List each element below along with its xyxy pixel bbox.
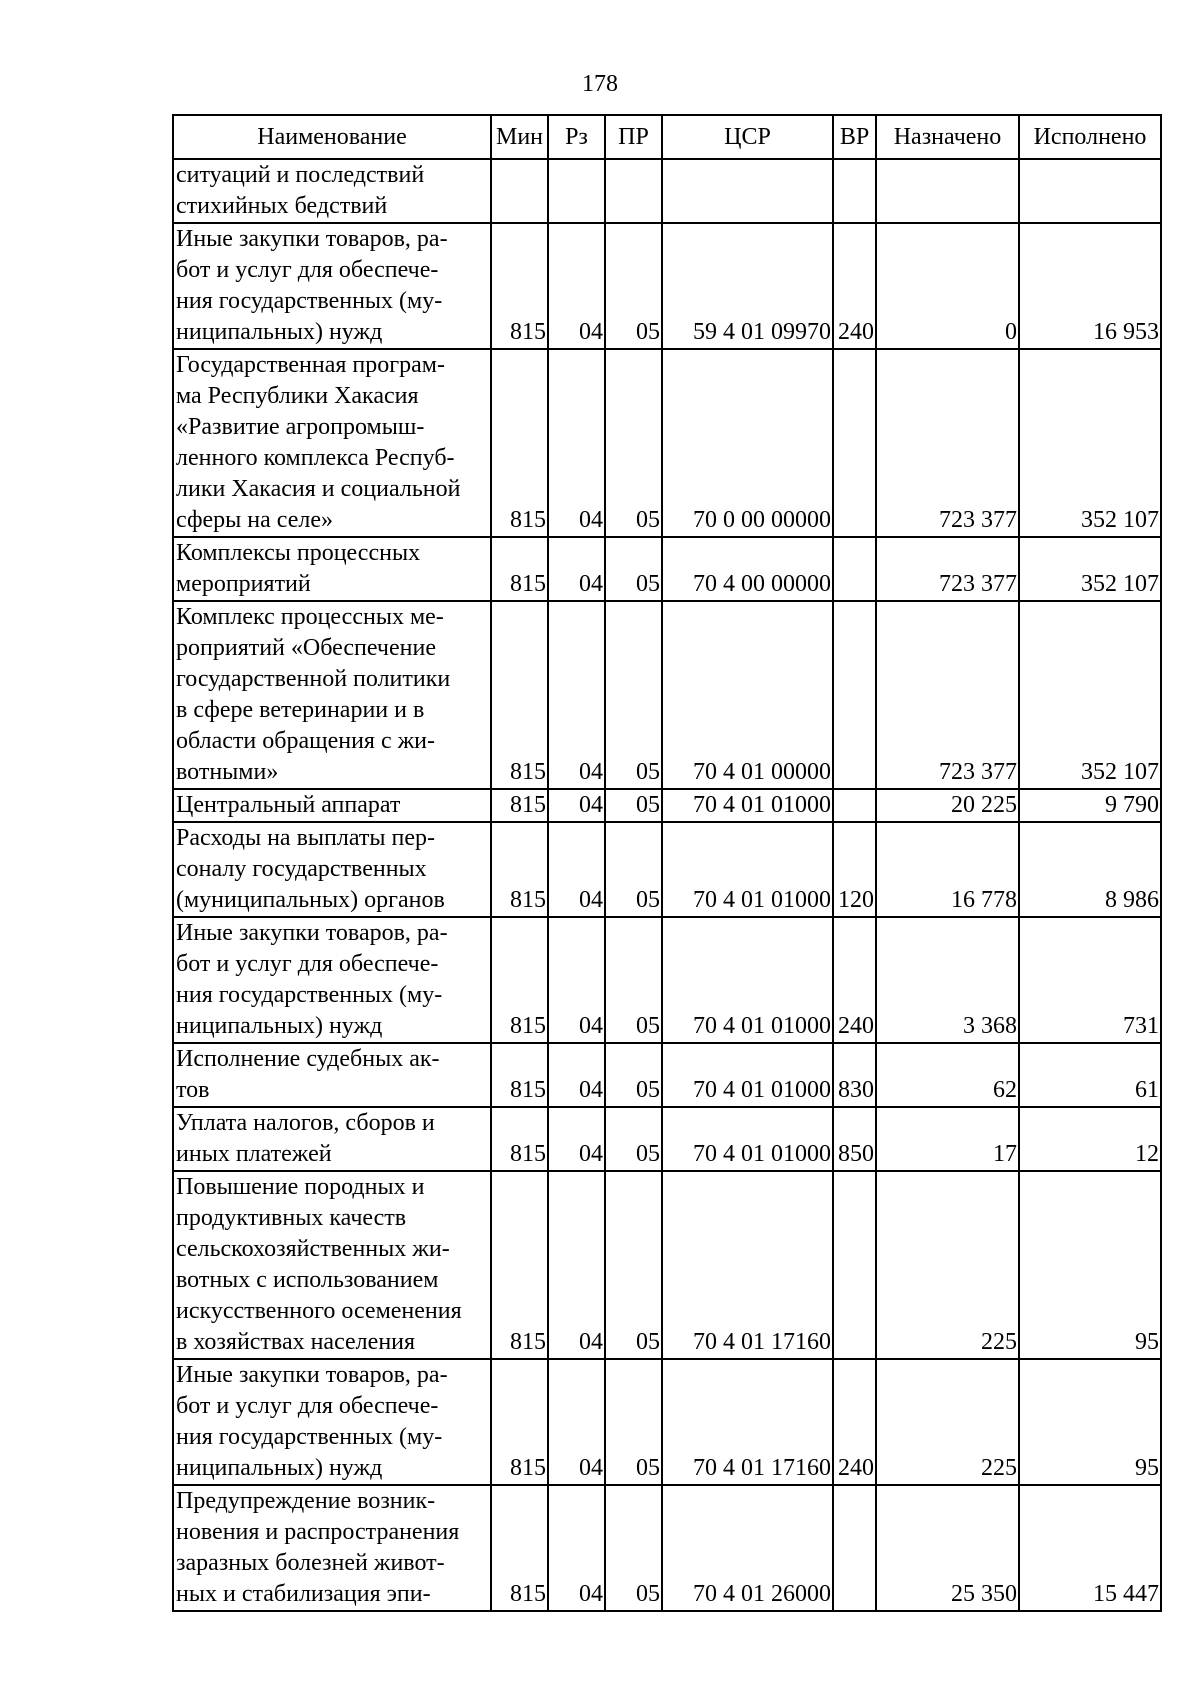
name-line: тов xyxy=(176,1077,210,1103)
cell-assigned: 723 377 xyxy=(876,349,1019,537)
cell-pr: 05 xyxy=(605,223,662,349)
cell-assigned: 17 xyxy=(876,1107,1019,1171)
page-number: 178 xyxy=(582,71,618,97)
cell-executed: 352 107 xyxy=(1019,537,1161,601)
name-line: сельскохозяйственных жи- xyxy=(176,1236,450,1262)
table-row xyxy=(173,822,1161,917)
name-line: Иные закупки товаров, ра- xyxy=(176,920,448,946)
cell-assigned: 62 xyxy=(876,1043,1019,1107)
cell-min: 815 xyxy=(491,1107,548,1171)
name-line: в сфере ветеринарии и в xyxy=(176,697,425,723)
cell-assigned: 225 xyxy=(876,1359,1019,1485)
cell-vr: 830 xyxy=(833,1043,876,1107)
cell-executed: 95 xyxy=(1019,1359,1161,1485)
name-line: ния государственных (му- xyxy=(176,1424,443,1450)
cell-min: 815 xyxy=(491,1043,548,1107)
table-row xyxy=(173,159,1161,223)
cell-name xyxy=(173,822,491,917)
header-min: Мин xyxy=(491,115,548,159)
cell-vr: 240 xyxy=(833,223,876,349)
name-line: стихийных бедствий xyxy=(176,193,388,219)
cell-executed: 61 xyxy=(1019,1043,1161,1107)
name-line: роприятий «Обеспечение xyxy=(176,635,436,661)
cell-csr: 70 0 00 00000 xyxy=(662,349,833,537)
cell-assigned: 723 377 xyxy=(876,601,1019,789)
name-line: Повышение породных и xyxy=(176,1174,425,1200)
cell-name xyxy=(173,349,491,537)
table-row xyxy=(173,917,1161,1043)
name-line: Расходы на выплаты пер- xyxy=(176,825,435,851)
cell-executed: 16 953 xyxy=(1019,223,1161,349)
name-line: ниципальных) нужд xyxy=(176,319,383,345)
name-line: вотными» xyxy=(176,759,279,785)
header-assigned: Назначено xyxy=(876,115,1019,159)
cell-pr: 05 xyxy=(605,1359,662,1485)
cell-assigned xyxy=(876,159,1019,223)
cell-pr: 05 xyxy=(605,1107,662,1171)
cell-rz: 04 xyxy=(548,223,605,349)
cell-pr: 05 xyxy=(605,601,662,789)
table-body xyxy=(173,159,1161,1611)
cell-name xyxy=(173,1485,491,1611)
cell-name xyxy=(173,1043,491,1107)
cell-csr: 59 4 01 09970 xyxy=(662,223,833,349)
cell-name xyxy=(173,1171,491,1359)
name-line: бот и услуг для обеспече- xyxy=(176,1393,439,1419)
cell-csr: 70 4 01 17160 xyxy=(662,1359,833,1485)
name-line: вотных с использованием xyxy=(176,1267,439,1293)
table-row xyxy=(173,1359,1161,1485)
name-line: новения и распространения xyxy=(176,1519,460,1545)
name-line: сферы на селе» xyxy=(176,507,333,533)
name-line: государственной политики xyxy=(176,666,451,692)
cell-csr: 70 4 01 01000 xyxy=(662,789,833,822)
cell-name xyxy=(173,537,491,601)
name-line: «Развитие агропромыш- xyxy=(176,414,425,440)
name-line: ных и стабилизация эпи- xyxy=(176,1581,431,1607)
name-line: Комплекс процессных ме- xyxy=(176,604,444,630)
name-line: Уплата налогов, сборов и xyxy=(176,1110,435,1136)
cell-rz: 04 xyxy=(548,1043,605,1107)
name-line: Центральный аппарат xyxy=(176,792,401,818)
name-line: продуктивных качеств xyxy=(176,1205,407,1231)
cell-vr xyxy=(833,1485,876,1611)
name-line: (муниципальных) органов xyxy=(176,887,445,913)
cell-min: 815 xyxy=(491,822,548,917)
cell-pr: 05 xyxy=(605,789,662,822)
cell-rz: 04 xyxy=(548,1359,605,1485)
name-line: в хозяйствах населения xyxy=(176,1329,416,1355)
name-line: ситуаций и последствий xyxy=(176,162,425,188)
cell-min: 815 xyxy=(491,917,548,1043)
table-row xyxy=(173,223,1161,349)
table-row xyxy=(173,1107,1161,1171)
cell-vr: 120 xyxy=(833,822,876,917)
cell-assigned: 225 xyxy=(876,1171,1019,1359)
name-line: ния государственных (му- xyxy=(176,288,443,314)
table-header xyxy=(173,115,1161,159)
cell-csr: 70 4 01 01000 xyxy=(662,1107,833,1171)
name-line: ниципальных) нужд xyxy=(176,1455,383,1481)
table-row xyxy=(173,1485,1161,1611)
name-line: ниципальных) нужд xyxy=(176,1013,383,1039)
cell-rz: 04 xyxy=(548,601,605,789)
cell-name xyxy=(173,223,491,349)
cell-assigned: 3 368 xyxy=(876,917,1019,1043)
name-line: Иные закупки товаров, ра- xyxy=(176,1362,448,1388)
cell-vr: 240 xyxy=(833,1359,876,1485)
name-line: Предупреждение возник- xyxy=(176,1488,436,1514)
cell-min: 815 xyxy=(491,349,548,537)
cell-vr: 850 xyxy=(833,1107,876,1171)
cell-rz: 04 xyxy=(548,917,605,1043)
cell-min xyxy=(491,159,548,223)
name-line: искусственного осеменения xyxy=(176,1298,462,1324)
cell-executed: 95 xyxy=(1019,1171,1161,1359)
cell-min: 815 xyxy=(491,789,548,822)
name-line: бот и услуг для обеспече- xyxy=(176,257,439,283)
table-row xyxy=(173,1171,1161,1359)
name-line: лики Хакасия и социальной xyxy=(176,476,461,502)
table-row xyxy=(173,537,1161,601)
name-line: иных платежей xyxy=(176,1141,332,1167)
cell-vr xyxy=(833,349,876,537)
cell-rz: 04 xyxy=(548,1171,605,1359)
cell-assigned: 20 225 xyxy=(876,789,1019,822)
cell-assigned: 16 778 xyxy=(876,822,1019,917)
cell-executed: 352 107 xyxy=(1019,349,1161,537)
header-vr: ВР xyxy=(833,115,876,159)
cell-min: 815 xyxy=(491,601,548,789)
cell-executed: 731 xyxy=(1019,917,1161,1043)
name-line: соналу государственных xyxy=(176,856,427,882)
cell-csr xyxy=(662,159,833,223)
cell-vr xyxy=(833,159,876,223)
table-row xyxy=(173,789,1161,822)
name-line: мероприятий xyxy=(176,571,311,597)
cell-csr: 70 4 00 00000 xyxy=(662,537,833,601)
cell-rz: 04 xyxy=(548,537,605,601)
header-pr: ПР xyxy=(605,115,662,159)
cell-name xyxy=(173,917,491,1043)
header-csr: ЦСР xyxy=(662,115,833,159)
cell-name xyxy=(173,789,491,822)
cell-pr: 05 xyxy=(605,917,662,1043)
cell-min: 815 xyxy=(491,1485,548,1611)
table-row xyxy=(173,349,1161,537)
cell-pr: 05 xyxy=(605,349,662,537)
budget-table xyxy=(172,114,1162,1612)
cell-vr xyxy=(833,537,876,601)
cell-vr xyxy=(833,601,876,789)
cell-executed: 12 xyxy=(1019,1107,1161,1171)
cell-pr: 05 xyxy=(605,822,662,917)
cell-rz: 04 xyxy=(548,789,605,822)
cell-assigned: 25 350 xyxy=(876,1485,1019,1611)
cell-rz: 04 xyxy=(548,349,605,537)
cell-min: 815 xyxy=(491,537,548,601)
cell-pr: 05 xyxy=(605,537,662,601)
table-row xyxy=(173,601,1161,789)
header-row xyxy=(173,115,1161,159)
cell-vr xyxy=(833,1171,876,1359)
name-line: заразных болезней живот- xyxy=(176,1550,445,1576)
cell-csr: 70 4 01 01000 xyxy=(662,917,833,1043)
name-line: Исполнение судебных ак- xyxy=(176,1046,440,1072)
cell-name xyxy=(173,159,491,223)
cell-csr: 70 4 01 00000 xyxy=(662,601,833,789)
name-line: ния государственных (му- xyxy=(176,982,443,1008)
cell-pr: 05 xyxy=(605,1171,662,1359)
table-row xyxy=(173,1043,1161,1107)
cell-name xyxy=(173,601,491,789)
cell-min: 815 xyxy=(491,223,548,349)
cell-min: 815 xyxy=(491,1359,548,1485)
header-executed: Исполнено xyxy=(1019,115,1161,159)
name-line: области обращения с жи- xyxy=(176,728,436,754)
header-name: Наименование xyxy=(173,115,491,159)
cell-executed xyxy=(1019,159,1161,223)
cell-pr xyxy=(605,159,662,223)
cell-rz xyxy=(548,159,605,223)
cell-csr: 70 4 01 17160 xyxy=(662,1171,833,1359)
cell-csr: 70 4 01 01000 xyxy=(662,822,833,917)
cell-assigned: 0 xyxy=(876,223,1019,349)
cell-min: 815 xyxy=(491,1171,548,1359)
name-line: бот и услуг для обеспече- xyxy=(176,951,439,977)
cell-rz: 04 xyxy=(548,1107,605,1171)
cell-rz: 04 xyxy=(548,1485,605,1611)
cell-vr: 240 xyxy=(833,917,876,1043)
cell-pr: 05 xyxy=(605,1043,662,1107)
cell-name xyxy=(173,1359,491,1485)
cell-pr: 05 xyxy=(605,1485,662,1611)
name-line: Иные закупки товаров, ра- xyxy=(176,226,448,252)
name-line: ленного комплекса Респуб- xyxy=(176,445,455,471)
cell-name xyxy=(173,1107,491,1171)
cell-csr: 70 4 01 26000 xyxy=(662,1485,833,1611)
cell-executed: 15 447 xyxy=(1019,1485,1161,1611)
cell-executed: 9 790 xyxy=(1019,789,1161,822)
name-line: Комплексы процессных xyxy=(176,540,421,566)
name-line: ма Республики Хакасия xyxy=(176,383,419,409)
cell-rz: 04 xyxy=(548,822,605,917)
cell-assigned: 723 377 xyxy=(876,537,1019,601)
cell-executed: 8 986 xyxy=(1019,822,1161,917)
name-line: Государственная програм- xyxy=(176,352,445,378)
cell-vr xyxy=(833,789,876,822)
cell-csr: 70 4 01 01000 xyxy=(662,1043,833,1107)
cell-executed: 352 107 xyxy=(1019,601,1161,789)
header-rz: Рз xyxy=(548,115,605,159)
